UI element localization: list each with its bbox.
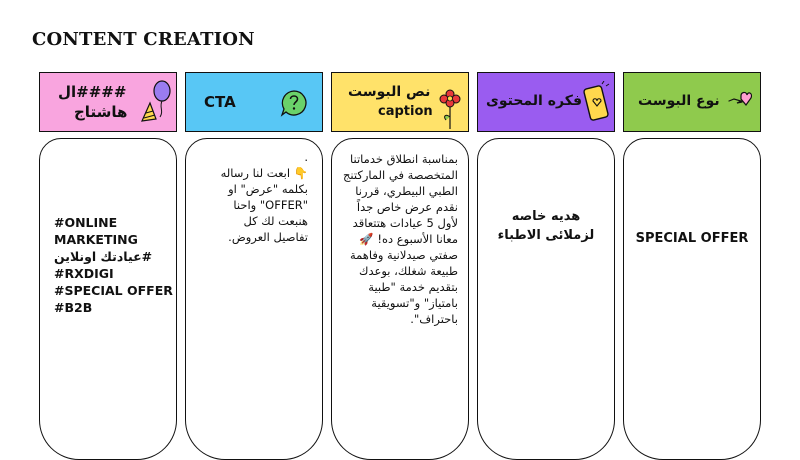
flower-icon bbox=[439, 89, 461, 133]
caption-line: لأول 5 عيادات هتتعاقد bbox=[352, 216, 458, 230]
caption-line: نقدم عرض خاص جداً bbox=[356, 200, 458, 214]
caption-line: بمناسبة انطلاق خدماتنا bbox=[349, 152, 458, 166]
column-post-type bbox=[623, 72, 761, 246]
header-cta-label: CTA bbox=[204, 93, 236, 111]
page-title: CONTENT CREATION bbox=[32, 29, 255, 50]
header-content-idea bbox=[477, 72, 615, 132]
caption-line: معانا الأسبوع ده! 🚀 bbox=[359, 232, 458, 246]
card-hashtags bbox=[39, 138, 177, 460]
hashtags-list bbox=[54, 214, 173, 316]
column-caption bbox=[331, 72, 469, 326]
cta-line: تفاصيل العروض. bbox=[228, 230, 308, 244]
caption-line: طبيعة شغلك، بوعدك bbox=[358, 264, 458, 278]
header-post-type bbox=[623, 72, 761, 132]
card-cta bbox=[185, 138, 323, 460]
caption-text bbox=[332, 139, 468, 327]
header-post-type-label: نوع البوست bbox=[638, 93, 720, 109]
header-hashtags-label-1: ال#### bbox=[58, 83, 127, 101]
card-post-type bbox=[623, 138, 761, 460]
card-content-idea bbox=[477, 138, 615, 460]
hashtag-line: #B2B bbox=[54, 300, 93, 315]
cta-line: "OFFER" واحنا bbox=[233, 198, 308, 212]
card-caption bbox=[331, 138, 469, 460]
cta-line: . bbox=[304, 150, 308, 164]
hashtag-line: #SPECIAL OFFER bbox=[54, 283, 173, 298]
header-hashtags bbox=[39, 72, 177, 132]
hashtag-line: MARKETING bbox=[54, 232, 138, 247]
cta-line: هنبعت لك كل bbox=[243, 214, 308, 228]
header-caption bbox=[331, 72, 469, 132]
cta-line: بكلمه "عرض" او bbox=[228, 182, 308, 196]
balloon-party-icon bbox=[140, 79, 174, 129]
question-bubble-icon bbox=[280, 89, 308, 121]
hashtag-line: عيادتك اونلاين# bbox=[54, 249, 153, 264]
cta-line: 👇 ابعت لنا رساله bbox=[220, 166, 308, 180]
caption-line: الطبي البيطري، قررنا bbox=[355, 184, 458, 198]
header-cta bbox=[185, 72, 323, 132]
caption-line: بتقديم خدمة "طبية bbox=[368, 280, 458, 294]
header-content-idea-label: فكره المحتوى bbox=[486, 93, 583, 109]
caption-line: صفتي صيدلانية وفاهمة bbox=[349, 248, 458, 262]
caption-line: المتخصصة في الماركتنج bbox=[343, 168, 458, 182]
heart-hand-icon bbox=[728, 90, 752, 114]
content-idea-line-1: هديه خاصه bbox=[511, 209, 581, 224]
header-caption-label-ar: نص البوست bbox=[348, 84, 431, 100]
header-hashtags-label-2: هاشتاج bbox=[74, 103, 128, 121]
caption-line: بامتياز" و"تسويقية bbox=[371, 296, 458, 310]
caption-line: باحتراف". bbox=[410, 312, 458, 326]
post-type-value: SPECIAL OFFER bbox=[635, 231, 749, 246]
column-cta bbox=[185, 72, 323, 244]
column-hashtags bbox=[39, 72, 177, 315]
smartphone-heart-icon bbox=[582, 81, 610, 129]
hashtag-line: #ONLINE bbox=[54, 215, 118, 230]
content-idea-line-2: لزملائى الاطباء bbox=[497, 228, 595, 243]
hashtag-line: #RXDIGI bbox=[54, 266, 114, 281]
column-content-idea bbox=[477, 72, 615, 243]
cta-text bbox=[186, 139, 322, 245]
header-caption-label-en: caption bbox=[378, 104, 433, 119]
